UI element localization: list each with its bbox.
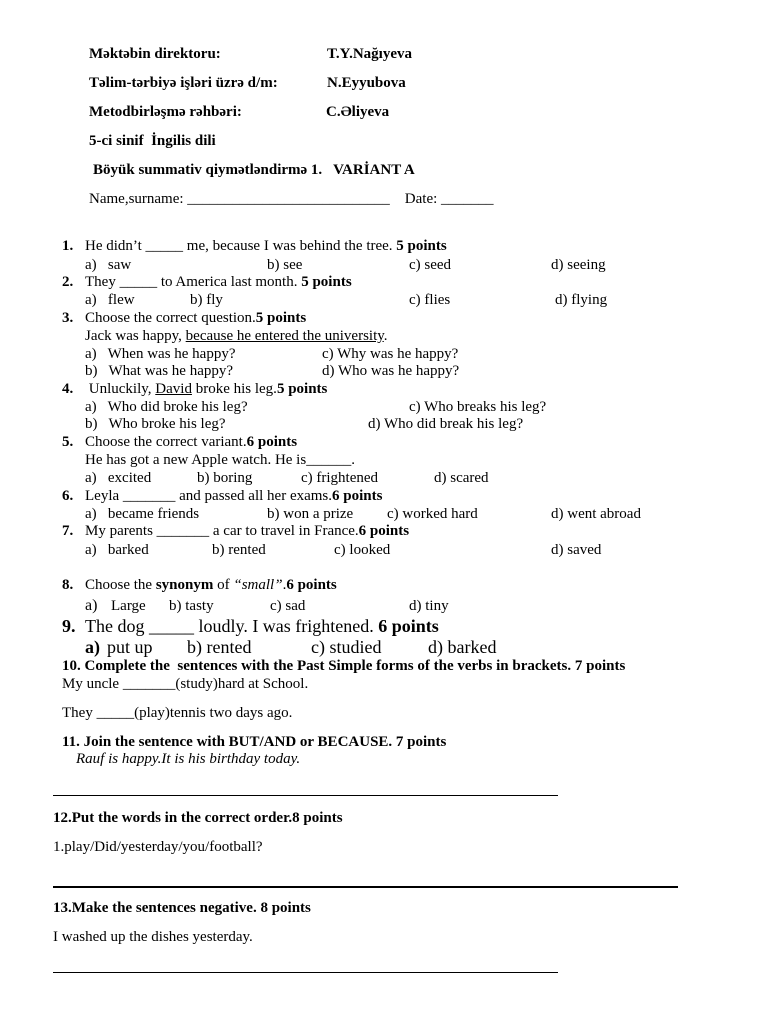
- q2-stem: They _____ to America last month. 5 points: [85, 274, 352, 290]
- q8-option-d[interactable]: d) tiny: [409, 598, 449, 614]
- q8-option-c[interactable]: c) sad: [270, 598, 306, 614]
- header-label-deputy: Təlim-tərbiyə işləri üzrə d/m:: [89, 75, 278, 91]
- q4-option-d[interactable]: d) Who did break his leg?: [368, 416, 524, 432]
- q4-option-a[interactable]: a) Who did broke his leg?: [85, 399, 248, 415]
- q5-option-c[interactable]: c) frightened: [301, 470, 379, 486]
- q6-option-c[interactable]: c) worked hard: [387, 506, 478, 522]
- exam-title: Böyük summativ qiymətləndirmə 1. VARİANT A: [93, 162, 415, 178]
- q3-number: 3.: [62, 310, 74, 326]
- q1-option-a[interactable]: a) saw: [85, 257, 132, 273]
- header-label-director: Məktəbin direktoru:: [89, 46, 221, 62]
- q2-number: 2.: [62, 274, 74, 290]
- q12-item: 1.play/Did/yesterday/you/football?: [53, 839, 263, 855]
- q12-answer-line: [53, 886, 678, 888]
- q1-option-b[interactable]: b) see: [267, 257, 303, 273]
- q3-option-a[interactable]: a) When was he happy?: [85, 346, 236, 362]
- q2-option-b[interactable]: b) fly: [190, 292, 223, 308]
- q10-line-1: My uncle _______(study)hard at School.: [62, 676, 309, 692]
- q3-option-b[interactable]: b) What was he happy?: [85, 363, 234, 379]
- q2-option-c[interactable]: c) flies: [409, 292, 451, 308]
- q11-sentence: Rauf is happy.It is his birthday today.: [76, 751, 301, 767]
- q4-option-c[interactable]: c) Who breaks his leg?: [409, 399, 547, 415]
- q1-number: 1.: [62, 238, 74, 254]
- q8-option-a[interactable]: Large: [111, 598, 146, 614]
- q4-option-b[interactable]: b) Who broke his leg?: [85, 416, 226, 432]
- q7-option-a[interactable]: a) barked: [85, 542, 149, 558]
- q10-title: 10. Complete the sentences with the Past Simple forms of the verbs in brackets. 7 points: [62, 658, 626, 674]
- q1-option-c[interactable]: c) seed: [409, 257, 452, 273]
- q6-option-b[interactable]: b) won a prize: [267, 506, 354, 522]
- q8-stem: Choose the synonym of “small”.6 points: [85, 577, 337, 593]
- name-date-line: Name,surname: ___________________________ Date: _______: [89, 191, 494, 207]
- q9-option-a[interactable]: put up: [107, 637, 153, 657]
- q13-item: I washed up the dishes yesterday.: [53, 929, 253, 945]
- q13-title: 13.Make the sentences negative. 8 points: [53, 900, 311, 916]
- q5-stem: Choose the correct variant.6 points: [85, 434, 298, 450]
- q9-stem: The dog _____ loudly. I was frightened. 6 points: [85, 616, 439, 636]
- q9-number: 9.: [62, 616, 76, 636]
- q2-option-a[interactable]: a) flew: [85, 292, 135, 308]
- q5-option-b[interactable]: b) boring: [197, 470, 253, 486]
- q8-option-b[interactable]: b) tasty: [169, 598, 214, 614]
- q5-option-d[interactable]: d) scared: [434, 470, 489, 486]
- q7-option-b[interactable]: b) rented: [212, 542, 266, 558]
- q8-number: 8.: [62, 577, 74, 593]
- q9-option-b[interactable]: b) rented: [187, 637, 252, 657]
- q7-option-c[interactable]: c) looked: [334, 542, 391, 558]
- q8-option-a-letter: a): [85, 597, 98, 614]
- header-value-methodist: C.Əliyeva: [326, 104, 390, 120]
- q13-answer-line: [53, 972, 558, 973]
- q4-number: 4.: [62, 381, 74, 397]
- q12-title: 12.Put the words in the correct order.8 points: [53, 810, 343, 826]
- q5-sentence: He has got a new Apple watch. He is______.: [85, 452, 355, 468]
- q7-stem: My parents _______ a car to travel in France.6 points: [85, 523, 410, 539]
- header-value-deputy: N.Eyyubova: [327, 75, 406, 91]
- header-value-director: T.Y.Nağıyeva: [327, 46, 413, 62]
- q9-option-a-letter: a): [85, 637, 100, 657]
- q3-option-c[interactable]: c) Why was he happy?: [322, 346, 459, 362]
- q3-sentence: Jack was happy, because he entered the university.: [85, 328, 388, 344]
- q1-option-d[interactable]: d) seeing: [551, 257, 606, 273]
- q5-option-a[interactable]: a) excited: [85, 470, 152, 486]
- header-label-methodist: Metodbirləşmə rəhbəri:: [89, 104, 242, 120]
- q2-option-d[interactable]: d) flying: [555, 292, 608, 308]
- q5-number: 5.: [62, 434, 74, 450]
- q3-option-d[interactable]: d) Who was he happy?: [322, 363, 460, 379]
- q3-stem: Choose the correct question.5 points: [85, 310, 307, 326]
- q7-option-d[interactable]: d) saved: [551, 542, 602, 558]
- q9-option-c[interactable]: c) studied: [311, 637, 382, 657]
- q6-option-a[interactable]: a) became friends: [85, 506, 200, 522]
- q1-stem: He didn’t _____ me, because I was behind the tree. 5 points: [85, 238, 447, 254]
- q10-line-2: They _____(play)tennis two days ago.: [62, 705, 293, 721]
- q6-stem: Leyla _______ and passed all her exams.6 points: [85, 488, 383, 504]
- q6-number: 6.: [62, 488, 74, 504]
- q9-option-d[interactable]: d) barked: [428, 637, 497, 657]
- q7-number: 7.: [62, 523, 74, 539]
- grade-subject: 5-ci sinif İngilis dili: [89, 133, 216, 149]
- q4-stem: Unluckily, David broke his leg.5 points: [85, 381, 328, 397]
- q6-option-d[interactable]: d) went abroad: [551, 506, 641, 522]
- q11-title: 11. Join the sentence with BUT/AND or BECAUSE. 7 points: [62, 734, 447, 750]
- q11-answer-line: [53, 795, 558, 796]
